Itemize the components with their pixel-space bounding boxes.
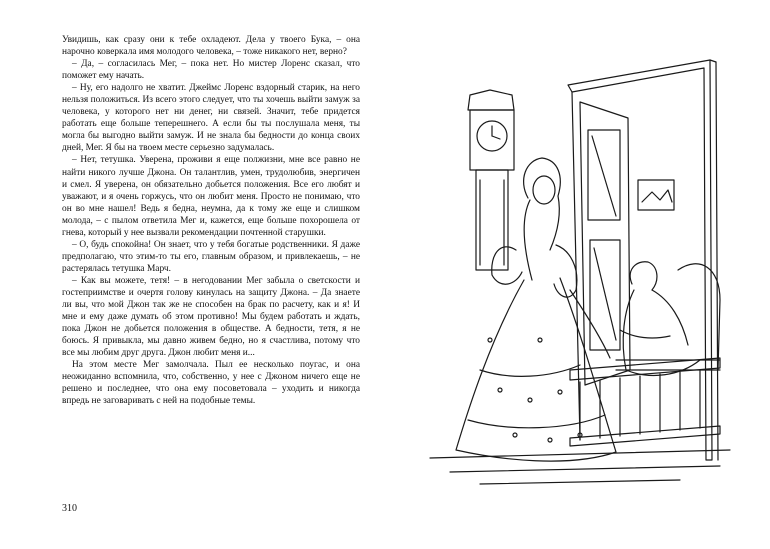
right-page	[385, 0, 770, 549]
text-block	[62, 34, 360, 407]
open-door	[580, 102, 630, 385]
railing	[570, 358, 720, 446]
paragraph: – Нет, тетушка. Уверена, проживи я еще полжизни, мне все равно не найти никого лучше Джона. Он талантлив, умен, трудолюбив, энергичен и смел. Я уверена, он обязательно добьется положения. Все его любят и уважают, и я очень горжусь, что он любит меня. Просто не понимаю, что он во мне нашел! Ведь я бедна, неумна, да к тому же еще и слишком молода, – с пылом ответила Мег и, кажется, еще больше похорошела от гнева, который у нее вызвали рекомендации почтенной старушки.	[62, 155, 360, 238]
paragraph: – Да, – согласилась Мег, – пока нет. Но мистер Лоренс сказал, что поможет ему начать.	[62, 59, 360, 82]
illustration	[420, 40, 740, 500]
seated-figure	[620, 262, 700, 376]
paragraph: – Как вы можете, тетя! – в негодовании Мег забыла о светскости и гостеприимстве и очертя голову кинулась на защиту Джона. – Да знаете ли вы, что мой Джон так же не способен на брак по расчету, как и я! И мне и ему даже думать об этом противно! Мы будем работать и ждать, пока Джон не добьется положения в обществе. А бедности, тетя, я не боюсь. Я привыкла, мы давно живем бедно, но я счастлива, потому что все мы любим друг друга. Джон любит меня и...	[62, 275, 360, 359]
paragraph: Увидишь, как сразу они к тебе охладеют. Дела у твоего Бука, – она нарочно коверкала имя молодого человека, – тоже никакого нет, верно?	[62, 35, 360, 58]
paragraph: – О, будь спокойна! Он знает, что у тебя богатые родственники. Я даже предполагаю, что этим-то ты его, главным образом, и привлекаешь, – не растерялась тетушка Марч.	[62, 239, 360, 274]
page-number: 310	[62, 503, 77, 514]
paragraph: На этом месте Мег замолчала. Пыл ее несколько поугас, и она неожиданно вспомнила, что, собственно, у нее с Джоном ничего еще не решено и последнее, что она ему посоветовала – уходить и никогда впредь не заговаривать с ней на подобные темы.	[62, 360, 360, 407]
chair	[616, 264, 720, 370]
floor	[430, 450, 730, 484]
clock	[468, 90, 514, 270]
paragraph: – Ну, его надолго не хватит. Джеймс Лоренс вздорный старик, на него нельзя положиться. Из всего этого следует, что ты хочешь выйти замуж за человека, у которого нет ни денег, ни связей. Значит, тебе придется работать еще больше теперешнего. А если бы ты послушала меня, ты могла бы выгодно выйти замуж. И не знала бы бедности до конца своих дней, Мег. Я бы на твоем месте серьезно задумалась.	[62, 83, 360, 154]
wall-picture	[638, 180, 674, 210]
